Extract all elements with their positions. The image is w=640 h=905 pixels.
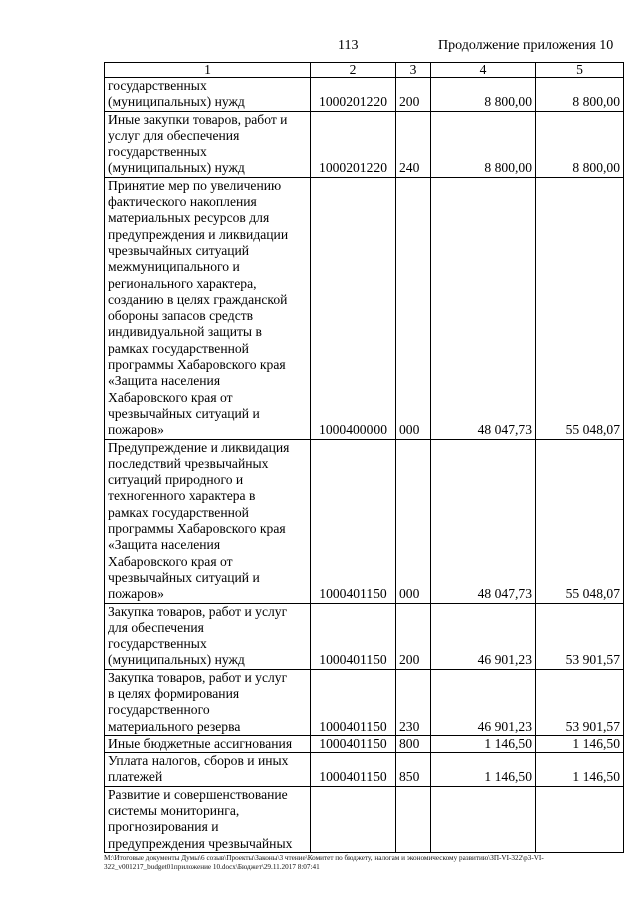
row-code: 1000400000 bbox=[311, 177, 396, 439]
row-sum-1: 48 047,73 bbox=[431, 177, 536, 439]
table-row bbox=[105, 111, 624, 177]
row-sum-1: 46 901,23 bbox=[431, 603, 536, 669]
row-code: 1000401150 bbox=[311, 753, 396, 787]
row-sum-2: 53 901,57 bbox=[536, 669, 624, 735]
table-header-row bbox=[105, 63, 624, 78]
row-expense-type: 000 bbox=[396, 177, 431, 439]
table-row bbox=[105, 753, 624, 787]
row-expense-type: 200 bbox=[396, 78, 431, 112]
row-sum-1: 48 047,73 bbox=[431, 439, 536, 603]
row-sum-1: 1 146,50 bbox=[431, 735, 536, 752]
row-sum-2: 8 800,00 bbox=[536, 111, 624, 177]
row-code bbox=[311, 786, 396, 852]
row-name: Иные бюджетные ассигнования bbox=[105, 735, 311, 752]
table-row bbox=[105, 669, 624, 735]
table-row bbox=[105, 735, 624, 752]
column-header: 5 bbox=[536, 63, 624, 78]
row-name: Закупка товаров, работ и услуг в целях формирования государственного материального резерва bbox=[105, 669, 311, 735]
table-row bbox=[105, 177, 624, 439]
row-sum-1: 46 901,23 bbox=[431, 669, 536, 735]
row-name: Уплата налогов, сборов и иных платежей bbox=[105, 753, 311, 787]
row-name: Развитие и совершенствование системы мониторинга, прогнозирования и предупреждения чрезвычайных bbox=[105, 786, 311, 852]
row-sum-2: 8 800,00 bbox=[536, 78, 624, 112]
row-expense-type: 240 bbox=[396, 111, 431, 177]
row-expense-type: 850 bbox=[396, 753, 431, 787]
column-header: 3 bbox=[396, 63, 431, 78]
table-row bbox=[105, 439, 624, 603]
row-sum-1 bbox=[431, 786, 536, 852]
row-expense-type bbox=[396, 786, 431, 852]
row-code: 1000401150 bbox=[311, 735, 396, 752]
table-row bbox=[105, 786, 624, 852]
row-sum-2: 1 146,50 bbox=[536, 735, 624, 752]
file-path-footer: М:\Итоговые документы Думы\6 созыв\Проекты\Законы\3 чтение\Комитет по бюджету, налогам и экономическому развитию\ЗП-VI-322\р3-VI-322_v001217_budget01приложение 10.docx\Бюджет\29.11.2017 8:07:41 bbox=[104, 854, 544, 871]
page-header bbox=[0, 38, 640, 56]
row-name: Иные закупки товаров, работ и услуг для обеспечения государственных (муниципальных) нужд bbox=[105, 111, 311, 177]
page-number: 113 bbox=[338, 38, 359, 53]
row-name: Закупка товаров, работ и услуг для обеспечения государственных (муниципальных) нужд bbox=[105, 603, 311, 669]
row-sum-2: 55 048,07 bbox=[536, 177, 624, 439]
column-header: 4 bbox=[431, 63, 536, 78]
row-expense-type: 200 bbox=[396, 603, 431, 669]
continuation-label: Продолжение приложения 10 bbox=[438, 38, 614, 53]
column-header: 1 bbox=[105, 63, 311, 78]
row-sum-1: 8 800,00 bbox=[431, 78, 536, 112]
row-name: Предупреждение и ликвидация последствий чрезвычайных ситуаций природного и техногенного характера в рамках государственной программы Хабаровского края «Защита населения Хабаровского края от чрезвычайных ситуаций и пожаров» bbox=[105, 439, 311, 603]
budget-table bbox=[104, 62, 624, 853]
row-sum-2: 55 048,07 bbox=[536, 439, 624, 603]
row-expense-type: 000 bbox=[396, 439, 431, 603]
row-code: 1000401150 bbox=[311, 669, 396, 735]
column-header: 2 bbox=[311, 63, 396, 78]
row-name: Принятие мер по увеличению фактического накопления материальных ресурсов для предупреждения и ликвидации чрезвычайных ситуаций межмуниципального и регионального характера, созданию в целях гражданской обороны запасов средств индивидуальной защиты в рамках государственной программы Хабаровского края «Защита населения Хабаровского края от чрезвычайных ситуаций и пожаров» bbox=[105, 177, 311, 439]
row-sum-1: 1 146,50 bbox=[431, 753, 536, 787]
row-name: государственных (муниципальных) нужд bbox=[105, 78, 311, 112]
row-sum-2 bbox=[536, 786, 624, 852]
row-code: 1000201220 bbox=[311, 111, 396, 177]
row-code: 1000401150 bbox=[311, 439, 396, 603]
row-code: 1000401150 bbox=[311, 603, 396, 669]
row-expense-type: 230 bbox=[396, 669, 431, 735]
row-code: 1000201220 bbox=[311, 78, 396, 112]
row-sum-1: 8 800,00 bbox=[431, 111, 536, 177]
row-sum-2: 1 146,50 bbox=[536, 753, 624, 787]
row-expense-type: 800 bbox=[396, 735, 431, 752]
row-sum-2: 53 901,57 bbox=[536, 603, 624, 669]
table-row bbox=[105, 603, 624, 669]
table-row bbox=[105, 78, 624, 112]
